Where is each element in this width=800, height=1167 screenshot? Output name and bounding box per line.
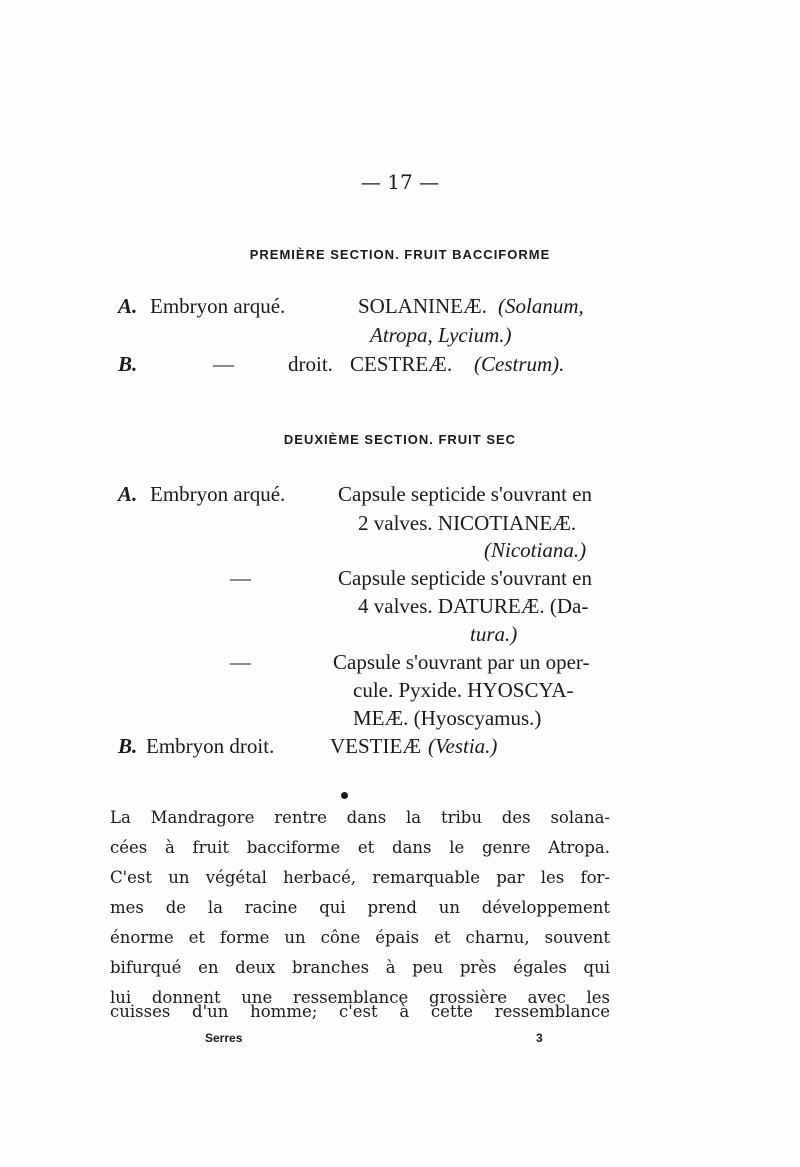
- section-2-line-7: Capsule s'ouvrant par un oper-: [333, 650, 590, 674]
- section-1-a-text: Embryon arqué.: [150, 294, 286, 318]
- footer-author: Serres: [205, 1031, 243, 1045]
- paragraph-line-7: lui donnent une ressemblance grossière avec les: [110, 988, 610, 1007]
- section-1-a-genera-2: Atropa, Lycium.): [370, 323, 512, 347]
- paragraph-line-4: mes de la racine qui prend un développement: [110, 898, 610, 917]
- section-2-b-family: VESTIEÆ: [330, 734, 421, 758]
- paragraph-line-5: énorme et forme un cône épais et charnu, souvent: [110, 928, 610, 947]
- section-2-line-3: (Nicotiana.): [484, 538, 587, 562]
- separator-dot: [341, 792, 348, 799]
- section-1-b-text: droit.: [288, 352, 333, 376]
- section-2-a-text: Embryon arqué.: [150, 482, 286, 506]
- section-2-line-1: Capsule septicide s'ouvrant en: [338, 482, 592, 506]
- section-2-b-genera: (Vestia.): [428, 734, 498, 758]
- section-1-b-label: B.: [118, 352, 138, 376]
- footer-signature: 3: [536, 1031, 543, 1045]
- section-1-b-family: CESTREÆ.: [350, 352, 453, 376]
- page-number: — 17 —: [360, 170, 440, 194]
- section-2-b-text: Embryon droit.: [146, 734, 275, 758]
- section-1-b-genera: (Cestrum).: [474, 352, 565, 376]
- paragraph-line-3: C'est un végétal herbacé, remarquable par les for-: [110, 868, 610, 887]
- section-2-a-label: A.: [118, 482, 138, 506]
- paragraph-line-1: La Mandragore rentre dans la tribu des solana-: [110, 808, 610, 827]
- section-2-line-4: Capsule septicide s'ouvrant en: [338, 566, 592, 590]
- section-1-a-genera-1: (Solanum,: [498, 294, 584, 318]
- section-2-line-5: 4 valves. DATUREÆ. (Da-: [358, 594, 589, 618]
- section-2-b-label: B.: [118, 734, 138, 758]
- paragraph-line-8: cuisses d'un homme; c'est à cette ressemblance: [110, 1002, 610, 1021]
- section-1-b-dash: —: [213, 352, 234, 376]
- paragraph-line-2: cées à fruit bacciforme et dans le genre Atropa.: [110, 838, 610, 857]
- section-2-line-6: tura.): [470, 622, 518, 646]
- section-2-dash-2: —: [230, 650, 251, 674]
- paragraph-line-6: bifurqué en deux branches à peu près égales qui: [110, 958, 610, 977]
- section-2-dash-1: —: [230, 566, 251, 590]
- section-2-heading: DEUXIÈME SECTION. FRUIT SEC: [283, 432, 517, 447]
- section-1-a-label: A.: [118, 294, 138, 318]
- section-2-line-9: MEÆ. (Hyoscyamus.): [353, 706, 542, 730]
- section-1-heading: PREMIÈRE SECTION. FRUIT BACCIFORME: [249, 247, 551, 262]
- section-2-line-2: 2 valves. NICOTIANEÆ.: [358, 511, 577, 535]
- section-1-a-family: SOLANINEÆ.: [358, 294, 487, 318]
- section-2-line-8: cule. Pyxide. HYOSCYA-: [353, 678, 574, 702]
